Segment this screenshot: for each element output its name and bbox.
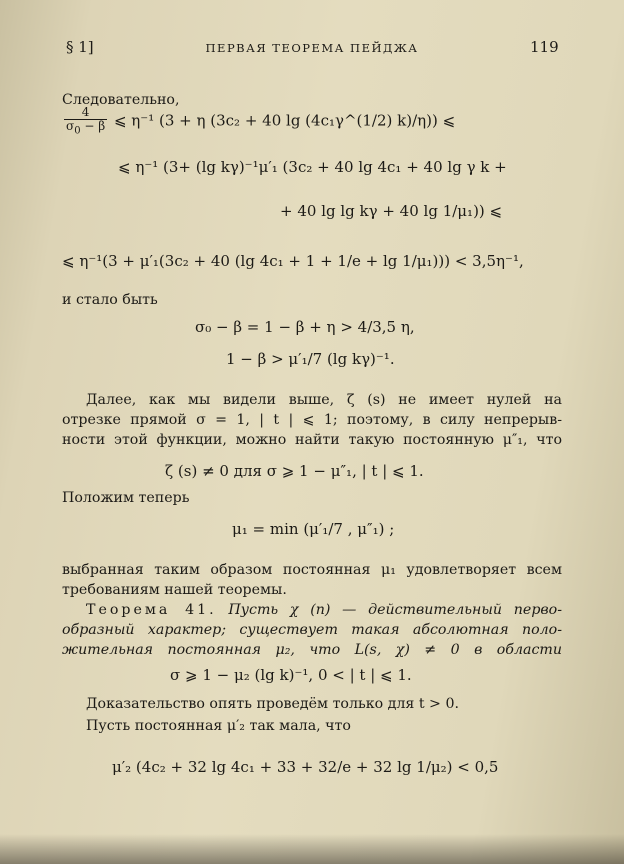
theorem-statement-start: Пусть χ (n) — действительный перво- [228, 602, 562, 618]
theorem-line-2: образный характер; существует такая абсолютная поло- [62, 622, 562, 638]
running-title: ПЕРВАЯ ТЕОРЕМА ПЕЙДЖА [205, 41, 419, 55]
inequality-line-3: + 40 lg lg kγ + 40 lg 1/μ₁)) ⩽ [280, 202, 503, 220]
section-marker: § 1] [66, 38, 94, 56]
paragraph-further-line-2: отрезке прямой σ = 1, | t | ⩽ 1; поэтому, в силу непрерыв- [62, 412, 562, 428]
theorem-line-3: жительная постоянная μ₂, что L(s, χ) ≠ 0 в области [62, 642, 562, 658]
page-number: 119 [530, 38, 559, 56]
inequality-line-1: $\frac{4}{\sigma_0 - \beta}$ ⩽ η⁻¹ (3 + η (3c₂ + 40 lg (4c₁γ^(1/2) k)/η)) ⩽ [66, 105, 456, 137]
inequality-line-2: ⩽ η⁻¹ (3+ (lg kγ)⁻¹μ′₁ (3c₂ + 40 lg 4c₁ + 40 lg γ k + [118, 158, 507, 176]
paragraph-chosen-line-1: выбранная таким образом постоянная μ₁ удовлетворяет всем [62, 562, 562, 578]
paragraph-proof: Доказательство опять проведём только для t > 0. [86, 696, 459, 712]
paragraph-further-line-3: ности этой функции, можно найти такую постоянную μ″₁, что [62, 432, 562, 448]
inequality-line-4: ⩽ η⁻¹(3 + μ′₁(3c₂ + 40 (lg 4c₁ + 1 + 1/e + lg 1/μ₁))) < 3,5η⁻¹, [62, 252, 524, 270]
paragraph-and-therefore: и стало быть [62, 292, 158, 308]
paragraph-let: Пусть постоянная μ′₂ так мала, что [86, 718, 351, 734]
fraction-4-over-sigma: $\frac{4}{\sigma_0 - \beta}$ [66, 105, 106, 137]
theorem-region: σ ⩾ 1 − μ₂ (lg k)⁻¹, 0 < | t | ⩽ 1. [170, 666, 412, 684]
inequality-sigma: σ₀ − β = 1 − β + η > 4/3,5 η, [195, 318, 415, 336]
final-inequality: μ′₂ (4c₂ + 32 lg 4c₁ + 33 + 32/e + 32 lg 1/μ₂) < 0,5 [112, 758, 499, 776]
inequality-one-minus-beta: 1 − β > μ′₁/7 (lg kγ)⁻¹. [226, 350, 395, 368]
zeta-nonzero-condition: ζ (s) ≠ 0 для σ ⩾ 1 − μ″₁, | t | ⩽ 1. [165, 462, 424, 480]
paragraph-further-line-1: Далее, как мы видели выше, ζ (s) не имеет нулей на [86, 392, 562, 408]
paragraph-consequently: Следовательно, [62, 92, 180, 108]
theorem-label: Теорема 41. [86, 602, 217, 618]
theorem-line-1 [62, 600, 562, 620]
paragraph-chosen-line-2: требованиям нашей теоремы. [62, 582, 287, 598]
mu-one-definition: μ₁ = min (μ′₁/7 , μ″₁) ; [232, 520, 395, 538]
paragraph-set: Положим теперь [62, 490, 190, 506]
